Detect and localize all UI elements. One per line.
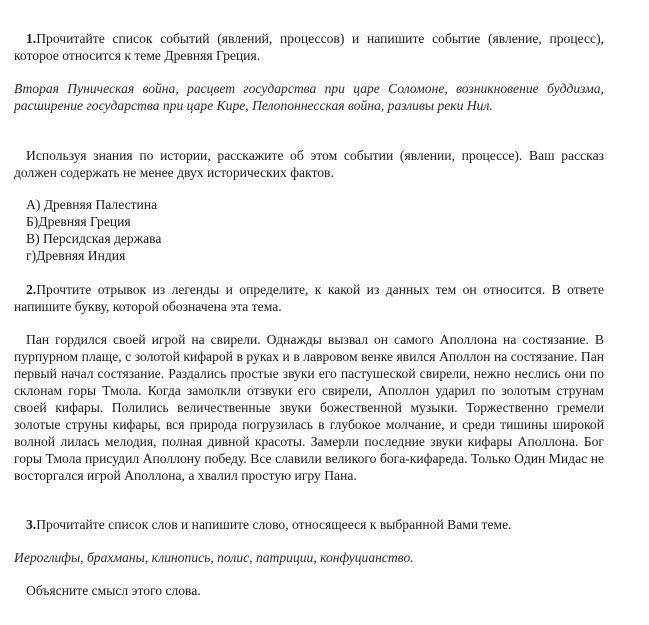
task1-prompt: Используя знания по истории, расскажите об этом событии (явлении, процессе). Ваш рассказ должен содержать не менее двух исторических фактов.: [14, 148, 604, 180]
task1-events-list: Вторая Пуническая война, расцвет государства при царе Соломоне, возникновение буддизма, расширение государства при царе Кире, Пелопоннесская война, разливы реки Нил.: [14, 81, 604, 113]
task2-number: 2.: [26, 282, 37, 297]
task1-option-c: В) Персидская держава: [26, 231, 162, 246]
task2-instruction-text: Прочтите отрывок из легенды и определите, к какой из данных тем он относится. В ответе напишите букву, которой обозначена эта тема.: [14, 282, 604, 314]
task3-instruction-text: Прочитайте список слов и напишите слово, относящееся к выбранной Вами теме.: [36, 517, 512, 532]
task1-option-a: А) Древняя Палестина: [26, 197, 158, 212]
task2-instruction: [14, 281, 604, 315]
task3-instruction: [14, 516, 604, 533]
task1-option-d: г)Древняя Индия: [26, 248, 126, 263]
task1-number: 1.: [26, 31, 37, 46]
task3-prompt: Объясните смысл этого слова.: [26, 583, 201, 598]
task3-number: 3.: [26, 517, 37, 532]
task3-words-list: Иероглифы, брахманы, клинопись, полис, патриции, конфуцианство.: [14, 550, 414, 565]
task1-instruction-text: Прочитайте список событий (явлений, процессов) и напишите событие (явление, процесс), которое относится к теме Древняя Греция.: [14, 31, 604, 63]
task1-instruction: [14, 30, 604, 64]
task1-option-b: Б)Древняя Греция: [26, 214, 131, 229]
task2-legend-passage: Пан гордился своей игрой на свирели. Однажды вызвал он самого Аполлона на состязание. В пурпурном плаще, с золотой кифарой в руках и в лавровом венке явился Аполлон на состязание. Пан первый начал состязание. Раздались простые звуки его пастушеской свирели, нежно неслись они по склонам горы Тмола. Когда замолкли отзвуки его свирели, Аполлон ударил по золотым струнам своей кифары. Полились величественные звуки божественной музыки. Торжественно гремели золотые струны кифары, вся природа погрузилась в глубокое молчание, и среди тишины широкой волной лилась мелодия, полная дивной красоты. Замерли последние звуки кифары Аполлона. Бог горы Тмола присудил Аполлону победу. Все славили великого бога-кифареда. Только Один Мидас не восторгался игрой Аполлона, а хвалил простую игру Пана.: [14, 332, 604, 483]
